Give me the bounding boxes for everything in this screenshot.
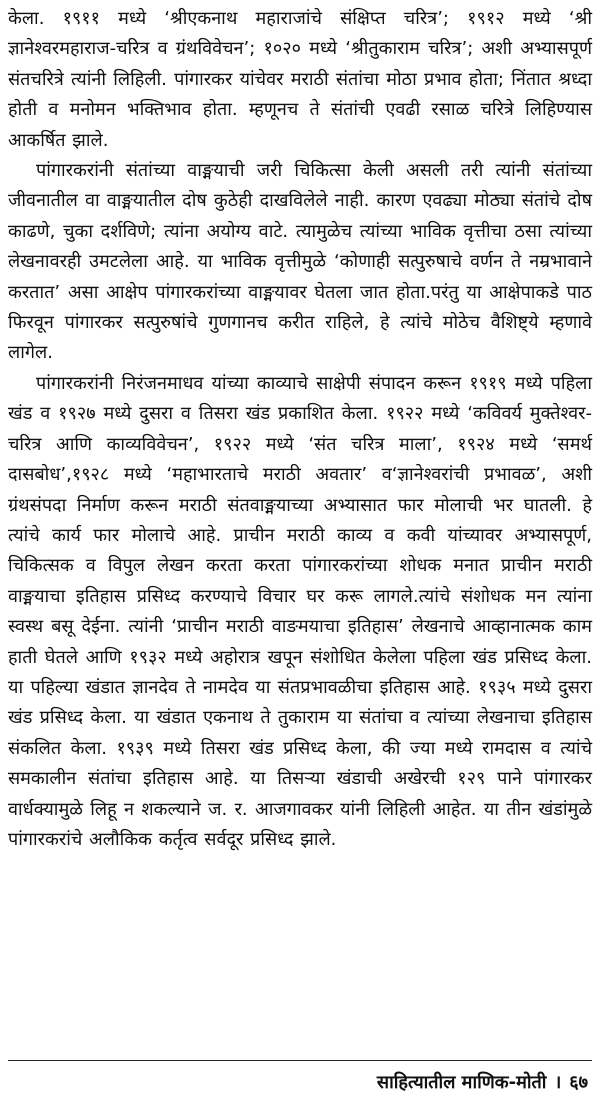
footer-rule [8,1060,592,1061]
page-number: ६७ [569,1072,588,1093]
body-text [8,4,592,855]
page-footer [377,1070,588,1096]
running-title: साहित्यातील माणिक-मोती [376,1072,547,1093]
book-page [8,4,592,1104]
paragraph-continued: केला. १९११ मध्ये ‘श्रीएकनाथ महाराजांचे संक्षिप्त चरित्र’; १९१२ मध्ये ‘श्री ज्ञानेश्वरमहाराज-चरित्र व ग्रंथविवेचन’; १०२० मध्ये ‘श्रीतुकाराम चरित्र’; अशी अभ्यासपूर्ण संतचरित्रे त्यांनी लिहिली. पांगारकर यांचेवर मराठी संतांचा मोठा प्रभाव होता; निंतात श्रध्दा होती व मनोमन भक्तिभाव होता. म्हणूनच ते संतांची एवढी रसाळ चरित्रे लिहिण्यास आकर्षित झाले. [8,8,592,151]
footer-separator: । [554,1072,562,1093]
paragraph-critique: पांगारकरांनी संतांच्या वाङ्मयाची जरी चिकित्सा केली असली तरी त्यांनी संतांच्या जीवनातील वा वाङ्मयातील दोष कुठेही दाखविलेले नाही. कारण एवढ्या मोठ्या संतांचे दोष काढणे, चुका दर्शविणे; त्यांना अयोग्य वाटे. त्यामुळेच त्यांच्या भाविक वृत्तीचा ठसा त्यांच्या लेखनावरही उमटलेला आहे. या भाविक वृत्तीमुळे ‘कोणाही सत्पुरुषाचे वर्णन ते नम्रभावाने करतात’ असा आक्षेप पांगारकरांच्या वाङ्मयावर घेतला जात होता.परंतु या आक्षेपाकडे पाठ फिरवून पांगारकर सत्पुरुषांचे गुणगानच करीत राहिले, हे त्यांचे मोठेच वैशिष्ट्ये म्हणावे लागेल. [8,160,592,364]
paragraph-works-history: पांगारकरांनी निरंजनमाधव यांच्या काव्याचे साक्षेपी संपादन करून १९१९ मध्ये पहिला खंड व १९२७ मध्ये दुसरा व तिसरा खंड प्रकाशित केला. १९२२ मध्ये ‘कविवर्य मुक्तेश्वर-चरित्र आणि काव्यविवेचन’, १९२२ मध्ये ‘संत चरित्र माला’, १९२४ मध्ये ‘समर्थ दासबोध’,१९२८ मध्ये ‘महाभारताचे मराठी अवतार’ व‘ज्ञानेश्वरांची प्रभावळ’, अशी ग्रंथसंपदा निर्माण करून मराठी संतवाङ्मयाच्या अभ्यासात फार मोलाची भर घातली. हे त्यांचे कार्य फार मोलाचे आहे. प्राचीन मराठी काव्य व कवी यांच्यावर अभ्यासपूर्ण, चिकित्सक व विपुल लेखन करता करता पांगारकरांच्या शोधक मनात प्राचीन मराठी वाङ्मयाचा इतिहास प्रसिध्द करण्याचे विचार घर करू लागले.त्यांचे संशोधक मन त्यांना स्वस्थ बसू देईना. त्यांनी ‘प्राचीन मराठी वाङमयाचा इतिहास’ लेखनाचे आव्हानात्मक काम हाती घेतले आणि १९३२ मध्ये अहोरात्र खपून संशोधित केलेला पहिला खंड प्रसिध्द केला. या पहिल्या खंडात ज्ञानदेव ते नामदेव या संतप्रभावळीचा इतिहास आहे. १९३५ मध्ये दुसरा खंड प्रसिध्द केला. या खंडात एकनाथ ते तुकाराम या संतांचा व त्यांच्या लेखनाचा इतिहास संकलित केला. १९३९ मध्ये तिसरा खंड प्रसिध्द केला, की ज्या मध्ये रामदास व त्यांचे समकालीन संतांचा इतिहास आहे. या तिसऱ्या खंडाची अखेरची १२९ पाने पांगारकर वार्धक्यामुळे लिहू न शकल्याने ज. र. आजगावकर यांनी लिहिली आहेत. या तीन खंडांमुळे पांगारकरांचे अलौकिक कर्तृत्व सर्वदूर प्रसिध्द झाले. [8,372,592,850]
